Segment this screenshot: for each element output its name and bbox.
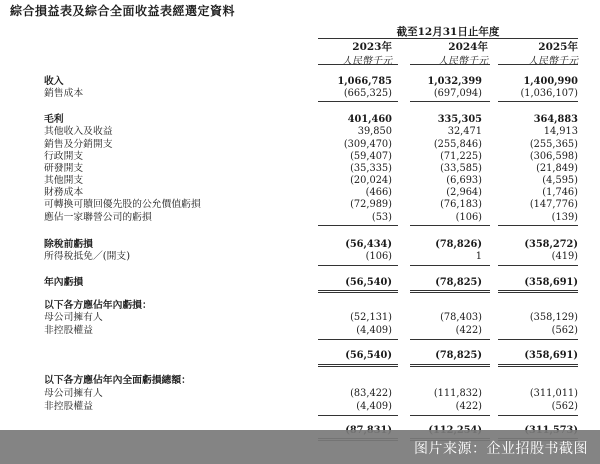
cell-2025: (1,036,107) (520, 88, 578, 99)
table-rule (498, 101, 578, 102)
cell-2023: (56,540) (345, 277, 392, 288)
cell-2024: (111,832) (433, 388, 482, 399)
cell-2024: (422) (455, 401, 482, 412)
row-attrib-loss-heading (0, 300, 600, 312)
cell-2023: 39,850 (357, 126, 392, 137)
cell-2024: 335,305 (437, 114, 482, 125)
cell-2025: (358,691) (524, 350, 578, 361)
unit-label-2023: 人民幣千元 (342, 56, 392, 67)
cell-2025: (4,595) (542, 175, 578, 186)
cell-2024: (422) (455, 325, 482, 336)
table-rule (498, 339, 578, 340)
cell-2023: (53) (371, 212, 392, 223)
row-label: 財務成本 (44, 187, 84, 198)
cell-2023: (20,024) (350, 175, 392, 186)
cell-2024: (71,225) (440, 151, 482, 162)
row-label: 所得稅抵免／(開支) (44, 251, 131, 262)
table-rule (318, 225, 398, 226)
row-income-tax (0, 251, 600, 263)
row-cost-of-sales (0, 88, 600, 100)
cell-2024: 32,471 (447, 126, 482, 137)
row-label: 研發開支 (44, 163, 84, 174)
cell-2023: (665,325) (343, 88, 392, 99)
row-loss-before-tax (0, 239, 600, 251)
row-label: 年內虧損 (44, 277, 84, 288)
cell-2023: (35,335) (350, 163, 392, 174)
row-label: 可轉換可贖回優先股的公允價值虧損 (44, 199, 201, 210)
cell-2024: (78,826) (435, 239, 482, 250)
row-finance-costs (0, 187, 600, 199)
cell-2025: (562) (551, 325, 578, 336)
row-gross-profit (0, 114, 600, 126)
cell-2024: (78,403) (440, 312, 482, 323)
table-rule (498, 265, 578, 266)
cell-2023: (466) (365, 187, 392, 198)
cell-2023: (52,131) (350, 312, 392, 323)
table-rule (410, 364, 490, 367)
row-admin-expenses (0, 151, 600, 163)
cell-2024: (6,693) (446, 175, 482, 186)
row-label: 毛利 (44, 114, 64, 125)
cell-2025: (358,129) (529, 312, 578, 323)
table-rule (410, 415, 490, 416)
row-label: 非控股權益 (44, 325, 93, 336)
unit-label-2024: 人民幣千元 (438, 56, 488, 67)
row-attrib-comp-heading (0, 375, 600, 387)
cell-2025: 14,913 (543, 126, 578, 137)
row-attrib-comp-owners (0, 388, 600, 400)
cell-2025: (311,011) (529, 388, 578, 399)
cell-2024: (2,964) (446, 187, 482, 198)
cell-2023: (309,470) (343, 139, 392, 150)
table-rule (318, 415, 398, 416)
cell-2023: (72,989) (350, 199, 392, 210)
year-header-2025: 2025年 (538, 41, 578, 53)
period-header: 截至12月31日止年度 (396, 26, 500, 38)
table-rule (498, 290, 578, 293)
cell-2024: 1 (475, 251, 482, 262)
cell-2024: (33,585) (440, 163, 482, 174)
cell-2025: 364,883 (533, 114, 578, 125)
table-rule (318, 290, 398, 293)
row-label: 收入 (44, 76, 64, 87)
cell-2024: (76,183) (440, 199, 482, 210)
row-selling-expenses (0, 139, 600, 151)
row-label: 行政開支 (44, 151, 84, 162)
table-rule (498, 225, 578, 226)
row-fv-loss (0, 199, 600, 211)
year-header-2023: 2023年 (352, 41, 392, 53)
year-header-2024: 2024年 (448, 41, 488, 53)
row-label: 銷售成本 (44, 88, 84, 99)
row-loss-for-year (0, 277, 600, 289)
row-label: 其他開支 (44, 175, 84, 186)
row-associate-loss (0, 212, 600, 224)
table-rule (318, 265, 398, 266)
cell-2025: 1,400,990 (523, 76, 578, 87)
cell-2023: 1,066,785 (337, 76, 392, 87)
cell-2025: (1,746) (542, 187, 578, 198)
cell-2024: (106) (455, 212, 482, 223)
cell-2023: (4,409) (356, 325, 392, 336)
row-attrib-loss-owners (0, 312, 600, 324)
cell-2023: 401,460 (347, 114, 392, 125)
cell-2024: (255,846) (433, 139, 482, 150)
cell-2025: (419) (551, 251, 578, 262)
row-label: 母公司擁有人 (44, 388, 103, 399)
table-rule (498, 415, 578, 416)
row-label: 應佔一家聯營公司的虧損 (44, 212, 152, 223)
cell-2025: (147,776) (529, 199, 578, 210)
table-rule (410, 101, 490, 102)
row-attrib-loss-total (0, 350, 600, 362)
cell-2024: 1,032,399 (427, 76, 482, 87)
row-label: 非控股權益 (44, 401, 93, 412)
statement-title: 綜合損益表及綜合全面收益表經選定資料 (10, 4, 236, 18)
cell-2023: (56,434) (345, 239, 392, 250)
table-rule (410, 225, 490, 226)
cell-2025: (21,849) (536, 163, 578, 174)
cell-2024: (697,094) (433, 88, 482, 99)
row-label: 以下各方應佔年內全面虧損總額： (44, 375, 191, 386)
row-label: 母公司擁有人 (44, 312, 103, 323)
table-rule (318, 339, 398, 340)
row-label: 銷售及分銷開支 (44, 139, 113, 150)
cell-2023: (4,409) (356, 401, 392, 412)
table-rule (318, 364, 398, 367)
table-rule (410, 290, 490, 293)
cell-2025: (139) (551, 212, 578, 223)
cell-2025: (358,691) (524, 277, 578, 288)
cell-2023: (56,540) (345, 350, 392, 361)
cell-2025: (306,598) (529, 151, 578, 162)
row-attrib-loss-nci (0, 325, 600, 337)
row-rnd-expenses (0, 163, 600, 175)
row-label: 除稅前虧損 (44, 239, 93, 250)
row-other-expenses (0, 175, 600, 187)
unit-label-2025: 人民幣千元 (528, 56, 578, 67)
row-label: 其他收入及收益 (44, 126, 113, 137)
cell-2024: (78,825) (435, 277, 482, 288)
table-rule (410, 339, 490, 340)
watermark-text: 图片来源：企业招股书截图 (414, 441, 588, 457)
row-attrib-comp-nci (0, 401, 600, 413)
cell-2023: (83,422) (350, 388, 392, 399)
row-other-income (0, 126, 600, 138)
row-label: 以下各方應佔年內虧損： (44, 300, 152, 311)
table-rule (498, 364, 578, 367)
row-revenue (0, 76, 600, 88)
cell-2023: (59,407) (350, 151, 392, 162)
table-rule (318, 101, 398, 102)
cell-2024: (78,825) (435, 350, 482, 361)
cell-2025: (255,365) (529, 139, 578, 150)
table-rule (410, 265, 490, 266)
cell-2023: (106) (365, 251, 392, 262)
cell-2025: (562) (551, 401, 578, 412)
cell-2025: (358,272) (524, 239, 578, 250)
